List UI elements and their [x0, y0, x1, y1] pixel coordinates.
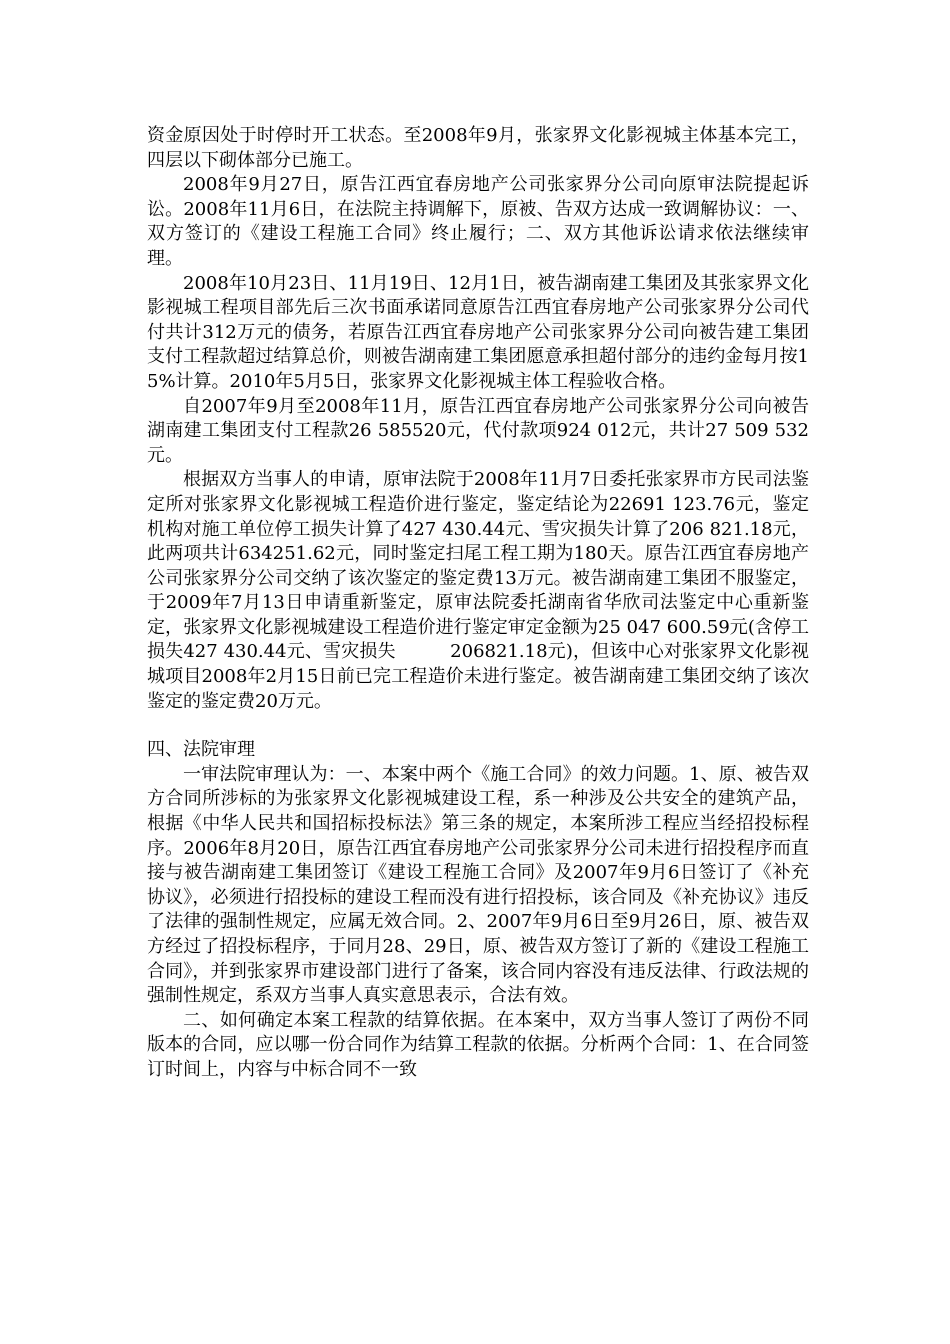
paragraph-lawsuit-filing: 2008年9月27日，原告江西宜春房地产公司张家界分公司向原审法院提起诉讼。2008年11月6日，在法院主持调解下，原被、告双方达成一致调解协议：一、双方签订的《建设工程施工合同》终止履行；二、双方其他诉讼请求依法继续审理。: [147, 174, 809, 269]
paragraph-debt-commitment: 2008年10月23日、11月19日、12月1日，被告湖南建工集团及其张家界文化影视城工程项目部先后三次书面承诺同意原告江西宜春房地产公司张家界分公司代付共计312万元的债务，若原告江西宜春房地产公司张家界分公司向被告建工集团支付工程款超过结算总价，则被告湖南建工集团愿意承担超付部分的违约金每月按15%计算。2010年5月5日，张家界文化影视城主体工程验收合格。: [147, 272, 809, 392]
paragraph-appraisal: 根据双方当事人的申请，原审法院于2008年11月7日委托张家界市方民司法鉴定所对张家界文化影视城工程造价进行鉴定，鉴定结论为22691 123.76元，鉴定机构对施工单位停工损失计算了427 430.44元、雪灾损失计算了206 821.18元，此两项共计634251.62元，同时鉴定扫尾工程工期为180天。原告江西宜春房地产公司张家界分公司交纳了该次鉴定的鉴定费13万元。被告湖南建工集团不服鉴定，于2009年7月13日申请重新鉴定，原审法院委托湖南省华欣司法鉴定中心重新鉴定，张家界文化影视城建设工程造价进行鉴定审定金额为25 047 600.59元(含停工损失427 430.44元、雪灾损失 206821.18元)，但该中心对张家界文化影视城项目2008年2月15日前已完工程造价未进行鉴定。被告湖南建工集团交纳了该次鉴定的鉴定费20万元。: [147, 469, 809, 712]
paragraph-court-opinion: 一审法院审理认为：一、本案中两个《施工合同》的效力问题。1、原、被告双方合同所涉标的为张家界文化影视城建设工程，系一种涉及公共安全的建筑产品，根据《中华人民共和国招标投标法》第三条的规定，本案所涉工程应当经招投标程序。2006年8月20日，原告江西宜春房地产公司张家界分公司未进行招投程序而直接与被告湖南建工集团签订《建设工程施工合同》及2007年9月6日签订了《补充协议》，必须进行招投标的建设工程而没有进行招投标，该合同及《补充协议》违反了法律的强制性规定，应属无效合同。2、2007年9月6日至9月26日，原、被告双方经过了招投标程序，于同月28、29日，原、被告双方签订了新的《建设工程施工合同》，并到张家界市建设部门进行了备案，该合同内容没有违反法律、行政法规的强制性规定，系双方当事人真实意思表示，合法有效。: [147, 763, 809, 1007]
paragraph-settlement-basis: 二、如何确定本案工程款的结算依据。在本案中，双方当事人签订了两份不同版本的合同，应以哪一份合同作为结算工程款的依据。分析两个合同：1、在合同签订时间上，内容与中标合同不一致: [147, 1009, 809, 1080]
paragraph-gap: [147, 714, 809, 738]
paragraph-continuation: 资金原因处于时停时开工状态。至2008年9月，张家界文化影视城主体基本完工，四层以下砌体部分已施工。: [147, 125, 809, 171]
paragraph-payments: 自2007年9月至2008年11月，原告江西宜春房地产公司张家界分公司向被告湖南建工集团支付工程款26 585520元，代付款项924 012元，共计27 509 532元。: [147, 395, 809, 466]
document-page: [147, 124, 809, 1083]
section-heading: 四、法院审理: [147, 739, 255, 761]
